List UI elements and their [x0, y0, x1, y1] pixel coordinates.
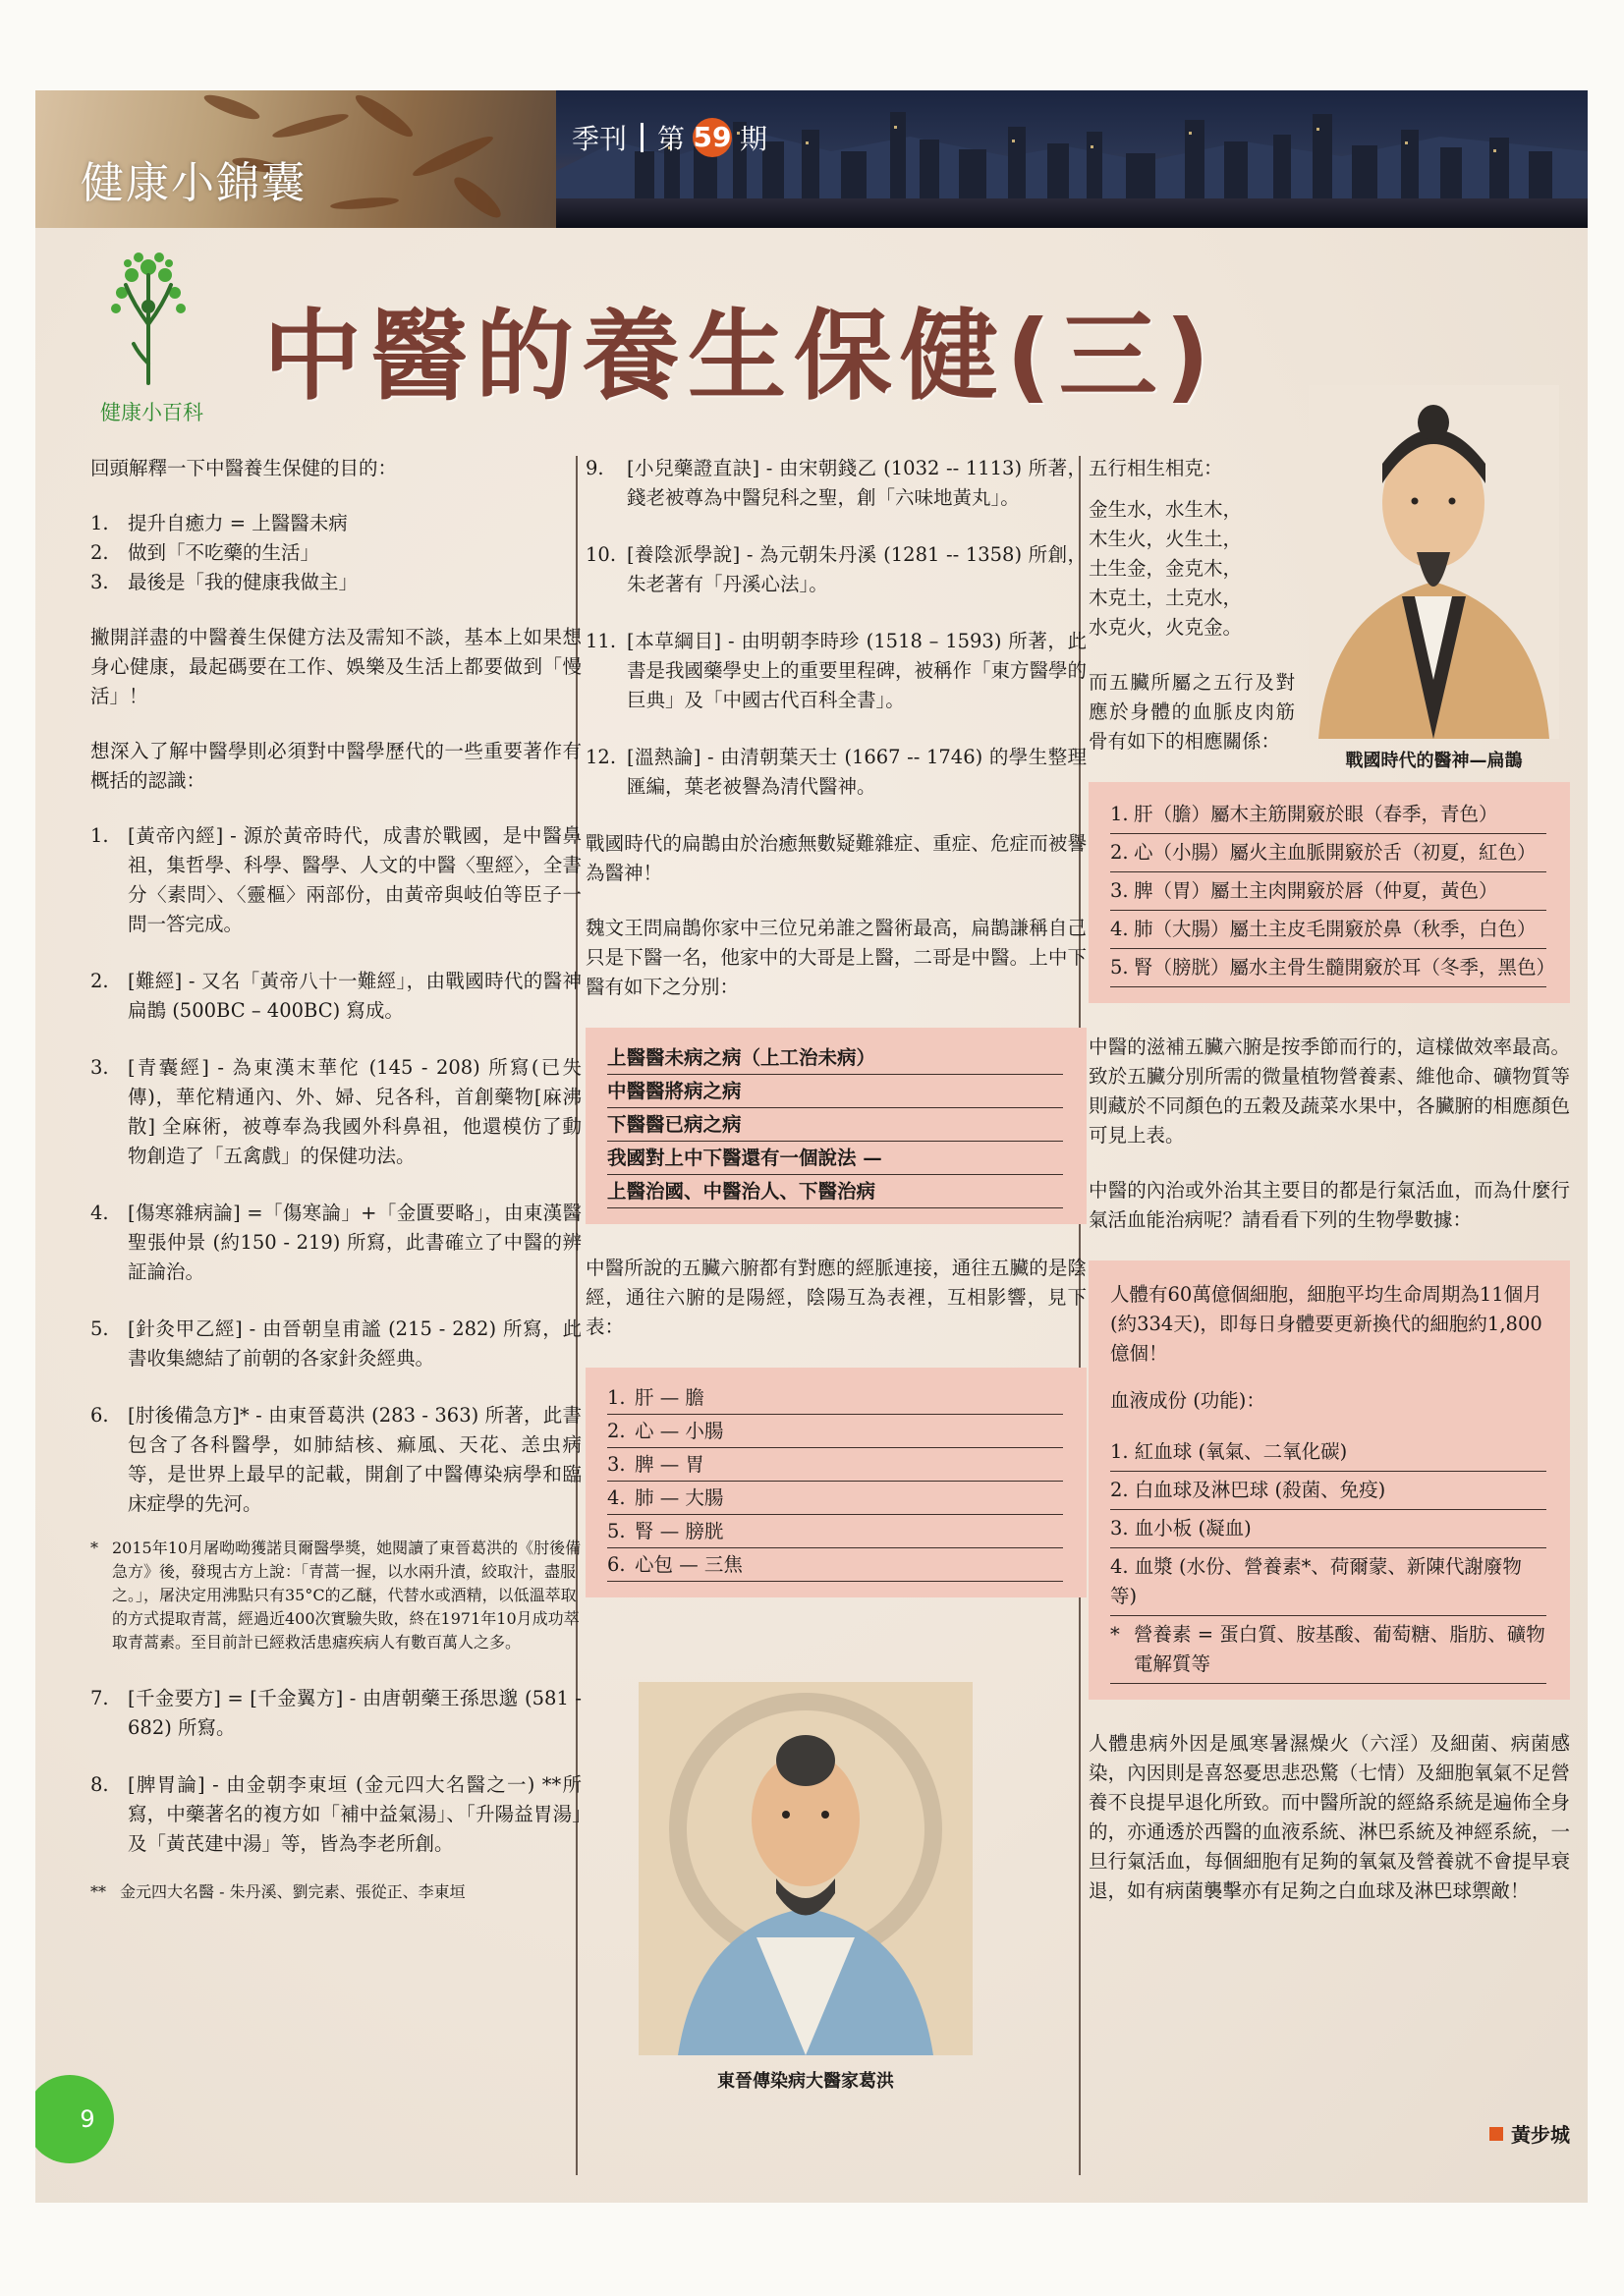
item-number: 1. — [90, 824, 109, 847]
gehong-caption: 東晉傳染病大醫家葛洪 — [717, 2071, 894, 2092]
header-banner — [35, 90, 1588, 228]
box-row: 中醫醫將病之病 — [607, 1075, 1063, 1108]
item-number: 3. — [90, 571, 109, 593]
row-text: 脾 — 胃 — [635, 1453, 704, 1476]
item-text: 最後是「我的健康我做主」 — [128, 571, 359, 593]
item-number: 9. — [586, 457, 604, 479]
box-row — [607, 1548, 1063, 1582]
row-number: 2. — [607, 1420, 626, 1442]
section-title: 健康小錦囊 — [81, 158, 307, 208]
nutrients-text: 營養素 = 蛋白質、胺基酸、葡萄糖、脂肪、礦物電解質等 — [1134, 1623, 1545, 1675]
box-row: 上醫治國、中醫治人、下醫治病 — [607, 1175, 1063, 1208]
row-number: 5. — [1110, 956, 1129, 979]
item-number: 10. — [586, 543, 617, 566]
page-number-badge: 9 — [35, 2075, 114, 2163]
list-item — [90, 538, 582, 568]
column-2 — [586, 454, 1087, 1627]
row-text: 腎（膀胱）屬水主骨生髓開竅於耳（冬季，黑色） — [1134, 956, 1556, 979]
issue-number-badge: 59 — [693, 118, 732, 157]
item-text: 做到「不吃藥的生活」 — [128, 541, 320, 564]
box-row — [1110, 872, 1546, 911]
item-text: [黃帝內經] - 源於黃帝時代，成書於戰國，是中醫鼻祖，集哲學、科學、醫學、人文的中醫〈聖經〉，全書分〈素問〉、〈靈樞〉兩部份，由黃帝與岐伯等臣子一問一答完成。 — [128, 824, 582, 935]
box-row — [1110, 834, 1546, 872]
row-text: 肝 — 膽 — [635, 1386, 704, 1409]
paragraph: 而五臟所屬之五行及對應於身體的血脈皮肉筋骨有如下的相應關係： — [1089, 671, 1295, 753]
row-number: 6. — [607, 1553, 626, 1576]
paragraph: 中醫的滋補五臟六腑是按季節而行的，這樣做效率最高。致於五臟分別所需的微量植物營養素、維他命、礦物質等則藏於不同顏色的五穀及蔬菜水果中，各臟腑的相應顏色可見上表。 — [1089, 1036, 1570, 1147]
row-text: 肝（膽）屬木主筋開竅於眼（春季，青色） — [1134, 803, 1498, 825]
box-row — [1110, 796, 1546, 834]
five-elements-block — [1089, 454, 1295, 756]
five-elements-line: 木克土，土克水， — [1089, 587, 1243, 609]
item-number: 11. — [586, 630, 617, 652]
tree-person-icon — [104, 246, 193, 393]
box-row — [607, 1381, 1063, 1415]
book-item — [90, 821, 582, 939]
paragraph: 魏文王問扁鵲你家中三位兄弟誰之醫術最高，扁鵲謙稱自己只是下醫一名，他家中的大哥是上醫，二哥是中醫。上中下醫有如下之分別： — [586, 917, 1087, 998]
book-item — [90, 1401, 582, 1519]
item-number: 3. — [90, 1056, 109, 1079]
blood-box — [1089, 1260, 1570, 1700]
box-row: 上醫醫未病之病（上工治未病） — [607, 1041, 1063, 1075]
box-row — [1110, 911, 1546, 949]
item-text: [難經] - 又名「黃帝八十一難經」，由戰國時代的醫神扁鵲 (500BC – 400BC) 寫成。 — [128, 970, 582, 1022]
item-text: [小兒藥證直訣] - 由宋朝錢乙 (1032 -- 1113) 所著，錢老被尊為中醫兒科之聖，創「六味地黃丸」。 — [627, 457, 1087, 509]
nutrients-row — [1110, 1616, 1546, 1684]
scholar-portrait-image — [639, 1682, 973, 2055]
book-item — [90, 1684, 582, 1743]
row-number: 1. — [1110, 803, 1129, 825]
list-item — [90, 568, 582, 597]
bianque-caption: 戰國時代的醫神—扁鵲 — [1345, 751, 1523, 771]
author-credit — [1489, 2119, 1570, 2148]
footnote-mark: ** — [90, 1882, 106, 1901]
issue-label-before: 第 — [657, 123, 686, 155]
book-item — [586, 743, 1087, 802]
footnote-text: 2015年10月屠呦呦獲諾貝爾醫學獎，她閱讀了東晉葛洪的《肘後備急方》後，發現古方上說：「青蒿一握，以水兩升漬，絞取汁，盡服之。」，屠決定用沸點只有35°C的乙醚，代替水或酒精，以低溫萃取的方式提取青蒿，經過近400次實驗失敗，終在1971年10月成功萃取青蒿素。至目前計已經救活患瘧疾病人有數百萬人之多。 — [112, 1539, 582, 1652]
item-number: 2. — [90, 541, 109, 564]
item-text: [肘後備急方]* - 由東晉葛洪 (283 - 363) 所著，此書包含了各科醫學，如肺結核、痲風、天花、恙虫病等，是世界上最早的記載，開創了中醫傳染病學和臨床症學的先河。 — [128, 1404, 582, 1515]
page — [35, 90, 1588, 2203]
item-text: [千金要方] = [千金翼方] - 由唐朝藥王孫思邈 (581 - 682) 所寫。 — [128, 1687, 582, 1739]
gehong-portrait — [639, 1682, 973, 2055]
issue-divider — [641, 123, 644, 152]
box-row: 下醫醫已病之病 — [607, 1108, 1063, 1142]
item-number: 1. — [90, 512, 109, 534]
paragraph: 撇開詳盡的中醫養生保健方法及需知不談，基本上如果想身心健康，最起碼要在工作、娛樂及生活上都要做到「慢活」！ — [90, 626, 582, 707]
paragraph: 戰國時代的扁鵲由於治癒無數疑難雜症、重症、危症而被譽為醫神！ — [586, 832, 1087, 884]
row-number: 3. — [607, 1453, 626, 1476]
nutrients-mark: * — [1110, 1623, 1120, 1646]
row-number: 4. — [1110, 918, 1129, 940]
book-item — [586, 454, 1087, 513]
box-row — [1110, 949, 1556, 987]
five-elements-line: 水克火，火克金。 — [1089, 616, 1243, 639]
row-text: 腎 — 膀胱 — [635, 1520, 724, 1542]
harbour-water — [556, 198, 1588, 228]
box-row — [607, 1448, 1063, 1482]
column-1 — [90, 454, 582, 1933]
five-elements-line: 木生火，火生土， — [1089, 528, 1243, 550]
footnote-text: 金元四大名醫 - 朱丹溪、劉完素、張從正、李東垣 — [120, 1882, 466, 1901]
goals-list — [90, 509, 582, 597]
book-item — [586, 540, 1087, 599]
component-row: 4. 血漿 (水份、營養素*、荷爾蒙、新陳代謝廢物等) — [1110, 1548, 1546, 1616]
city-skyline-photo — [556, 90, 1588, 228]
row-text: 心（小腸）屬火主血脈開竅於舌（初夏，紅色） — [1134, 841, 1537, 864]
item-number: 8. — [90, 1773, 109, 1796]
book-item — [90, 967, 582, 1026]
doctors-box — [586, 1028, 1087, 1224]
components-title: 血液成份 (功能)： — [1110, 1389, 1265, 1412]
item-text: [養陰派學說] - 為元朝朱丹溪 (1281 -- 1358) 所創，朱老著有「丹溪心法」。 — [627, 543, 1087, 595]
intro-text: 回頭解釋一下中醫養生保健的目的： — [90, 457, 398, 479]
five-elements-list — [1089, 495, 1295, 643]
component-row: 1. 紅血球 (氧氣、二氧化碳) — [1110, 1433, 1546, 1472]
five-elements-line: 金生水，水生木， — [1089, 498, 1243, 521]
row-text: 心包 — 三焦 — [635, 1553, 743, 1576]
organs-box — [586, 1368, 1087, 1597]
item-text: [傷寒雜病論] =「傷寒論」+「金匱要略」，由東漢醫聖張仲景 (約150 - 219) 所寫，此書確立了中醫的辨証論治。 — [128, 1202, 582, 1283]
row-text: 肺 — 大腸 — [635, 1486, 724, 1509]
five-elements-line: 土生金，金克木， — [1089, 557, 1243, 580]
book-item — [90, 1053, 582, 1171]
item-number: 12. — [586, 746, 617, 768]
row-text: 肺（大腸）屬土主皮毛開竅於鼻（秋季，白色） — [1134, 918, 1537, 940]
book-item — [90, 1770, 582, 1859]
component-row: 2. 白血球及淋巴球 (殺菌、免疫) — [1110, 1472, 1546, 1510]
row-number: 5. — [607, 1520, 626, 1542]
article-title: 中醫的養生保健(三) — [263, 299, 1218, 414]
bianque-portrait — [1309, 385, 1559, 739]
issue-prefix: 季刊 — [572, 123, 628, 155]
list-item — [90, 509, 582, 538]
footnote — [90, 1880, 582, 1904]
item-text: 提升自癒力 = 上醫醫未病 — [128, 512, 348, 534]
item-text: [青囊經] - 為東漢末華佗 (145 - 208) 所寫(已失傳)，華佗精通內、外、婦、兒各科，首創藥物[麻沸散] 全麻術，被尊奉為我國外科鼻祖，他還模仿了動物創造了「五禽戲」的保健功法。 — [128, 1056, 582, 1167]
row-number: 2. — [1110, 841, 1129, 864]
logo-label: 健康小百科 — [100, 401, 203, 424]
author-name: 黃步城 — [1511, 2123, 1570, 2147]
box-row — [607, 1415, 1063, 1448]
scholar-portrait-image — [1309, 385, 1559, 739]
row-number: 4. — [607, 1486, 626, 1509]
item-number: 5. — [90, 1317, 109, 1340]
row-text: 脾（胃）屬土主肉開竅於唇（仲夏，黃色） — [1134, 879, 1498, 902]
item-text: [針灸甲乙經] - 由晉朝皇甫謐 (215 - 282) 所寫，此書收集總結了前朝的各家針灸經典。 — [128, 1317, 582, 1370]
box-row — [607, 1482, 1063, 1515]
paragraph: 想深入了解中醫學則必須對中醫學歷代的一些重要著作有概括的認識： — [90, 740, 582, 792]
paragraph: 中醫的內治或外治其主要目的都是行氣活血，而為什麼行氣活血能治病呢？請看看下列的生物學數據： — [1089, 1179, 1570, 1231]
footnote — [90, 1537, 582, 1654]
issue-label-after: 期 — [740, 123, 768, 155]
item-text: [溫熱論] - 由清朝葉天士 (1667 -- 1746) 的學生整理匯編，葉老被譽為清代醫神。 — [627, 746, 1087, 798]
item-number: 7. — [90, 1687, 109, 1709]
item-number: 4. — [90, 1202, 109, 1224]
item-number: 2. — [90, 970, 109, 992]
box-row: 我國對上中下醫還有一個說法 — — [607, 1142, 1063, 1175]
cells-text: 人體有60萬億個細胞，細胞平均生命周期為11個月 (約334天)，即每日身體要更新換代的細胞約1,800億個！ — [1110, 1283, 1542, 1365]
item-text: [脾胃論] - 由金朝李東垣 (金元四大名醫之一) **所寫，中藥著名的複方如「補中益氣湯」、「升陽益胃湯」及「黃芪建中湯」等，皆為李老所創。 — [128, 1773, 582, 1855]
author-marker-icon — [1489, 2127, 1503, 2141]
item-number: 6. — [90, 1404, 109, 1427]
box-row — [607, 1515, 1063, 1548]
book-item — [90, 1199, 582, 1287]
organ-elements-box — [1089, 782, 1570, 1003]
row-number: 3. — [1110, 879, 1129, 902]
component-row: 3. 血小板 (凝血) — [1110, 1510, 1546, 1548]
row-text: 心 — 小腸 — [635, 1420, 724, 1442]
paragraph: 中醫所說的五臟六腑都有對應的經脈連接，通往五臟的是陰經，通往六腑的是陽經，陰陽互為表裡，互相影響，見下表： — [586, 1257, 1087, 1338]
issue-label — [572, 118, 767, 157]
book-item — [586, 627, 1087, 715]
paragraph: 人體患病外因是風寒暑濕燥火（六淫）及細菌、病菌感染，內因則是喜怒憂思悲恐驚（七情）及細胞氧氣不足營養不良提早退化所致。而中醫所說的經絡系統是遍佈全身的，亦通透於西醫的血液系統、淋巴系統及神經系統，一旦行氣活血，每個細胞有足夠的氧氣及營養就不會提早衰退，如有病菌襲擊亦有足夠之白血球及淋巴球禦敵！ — [1089, 1732, 1570, 1902]
footnote-mark: * — [90, 1539, 98, 1557]
book-item — [90, 1315, 582, 1373]
row-number: 1. — [607, 1386, 626, 1409]
item-text: [本草綱目] - 由明朝李時珍 (1518 – 1593) 所著，此書是我國藥學史上的重要里程碑，被稱作「東方醫學的巨典」及「中國古代百科全書」。 — [627, 630, 1088, 711]
five-elements-title: 五行相生相克： — [1089, 457, 1223, 479]
